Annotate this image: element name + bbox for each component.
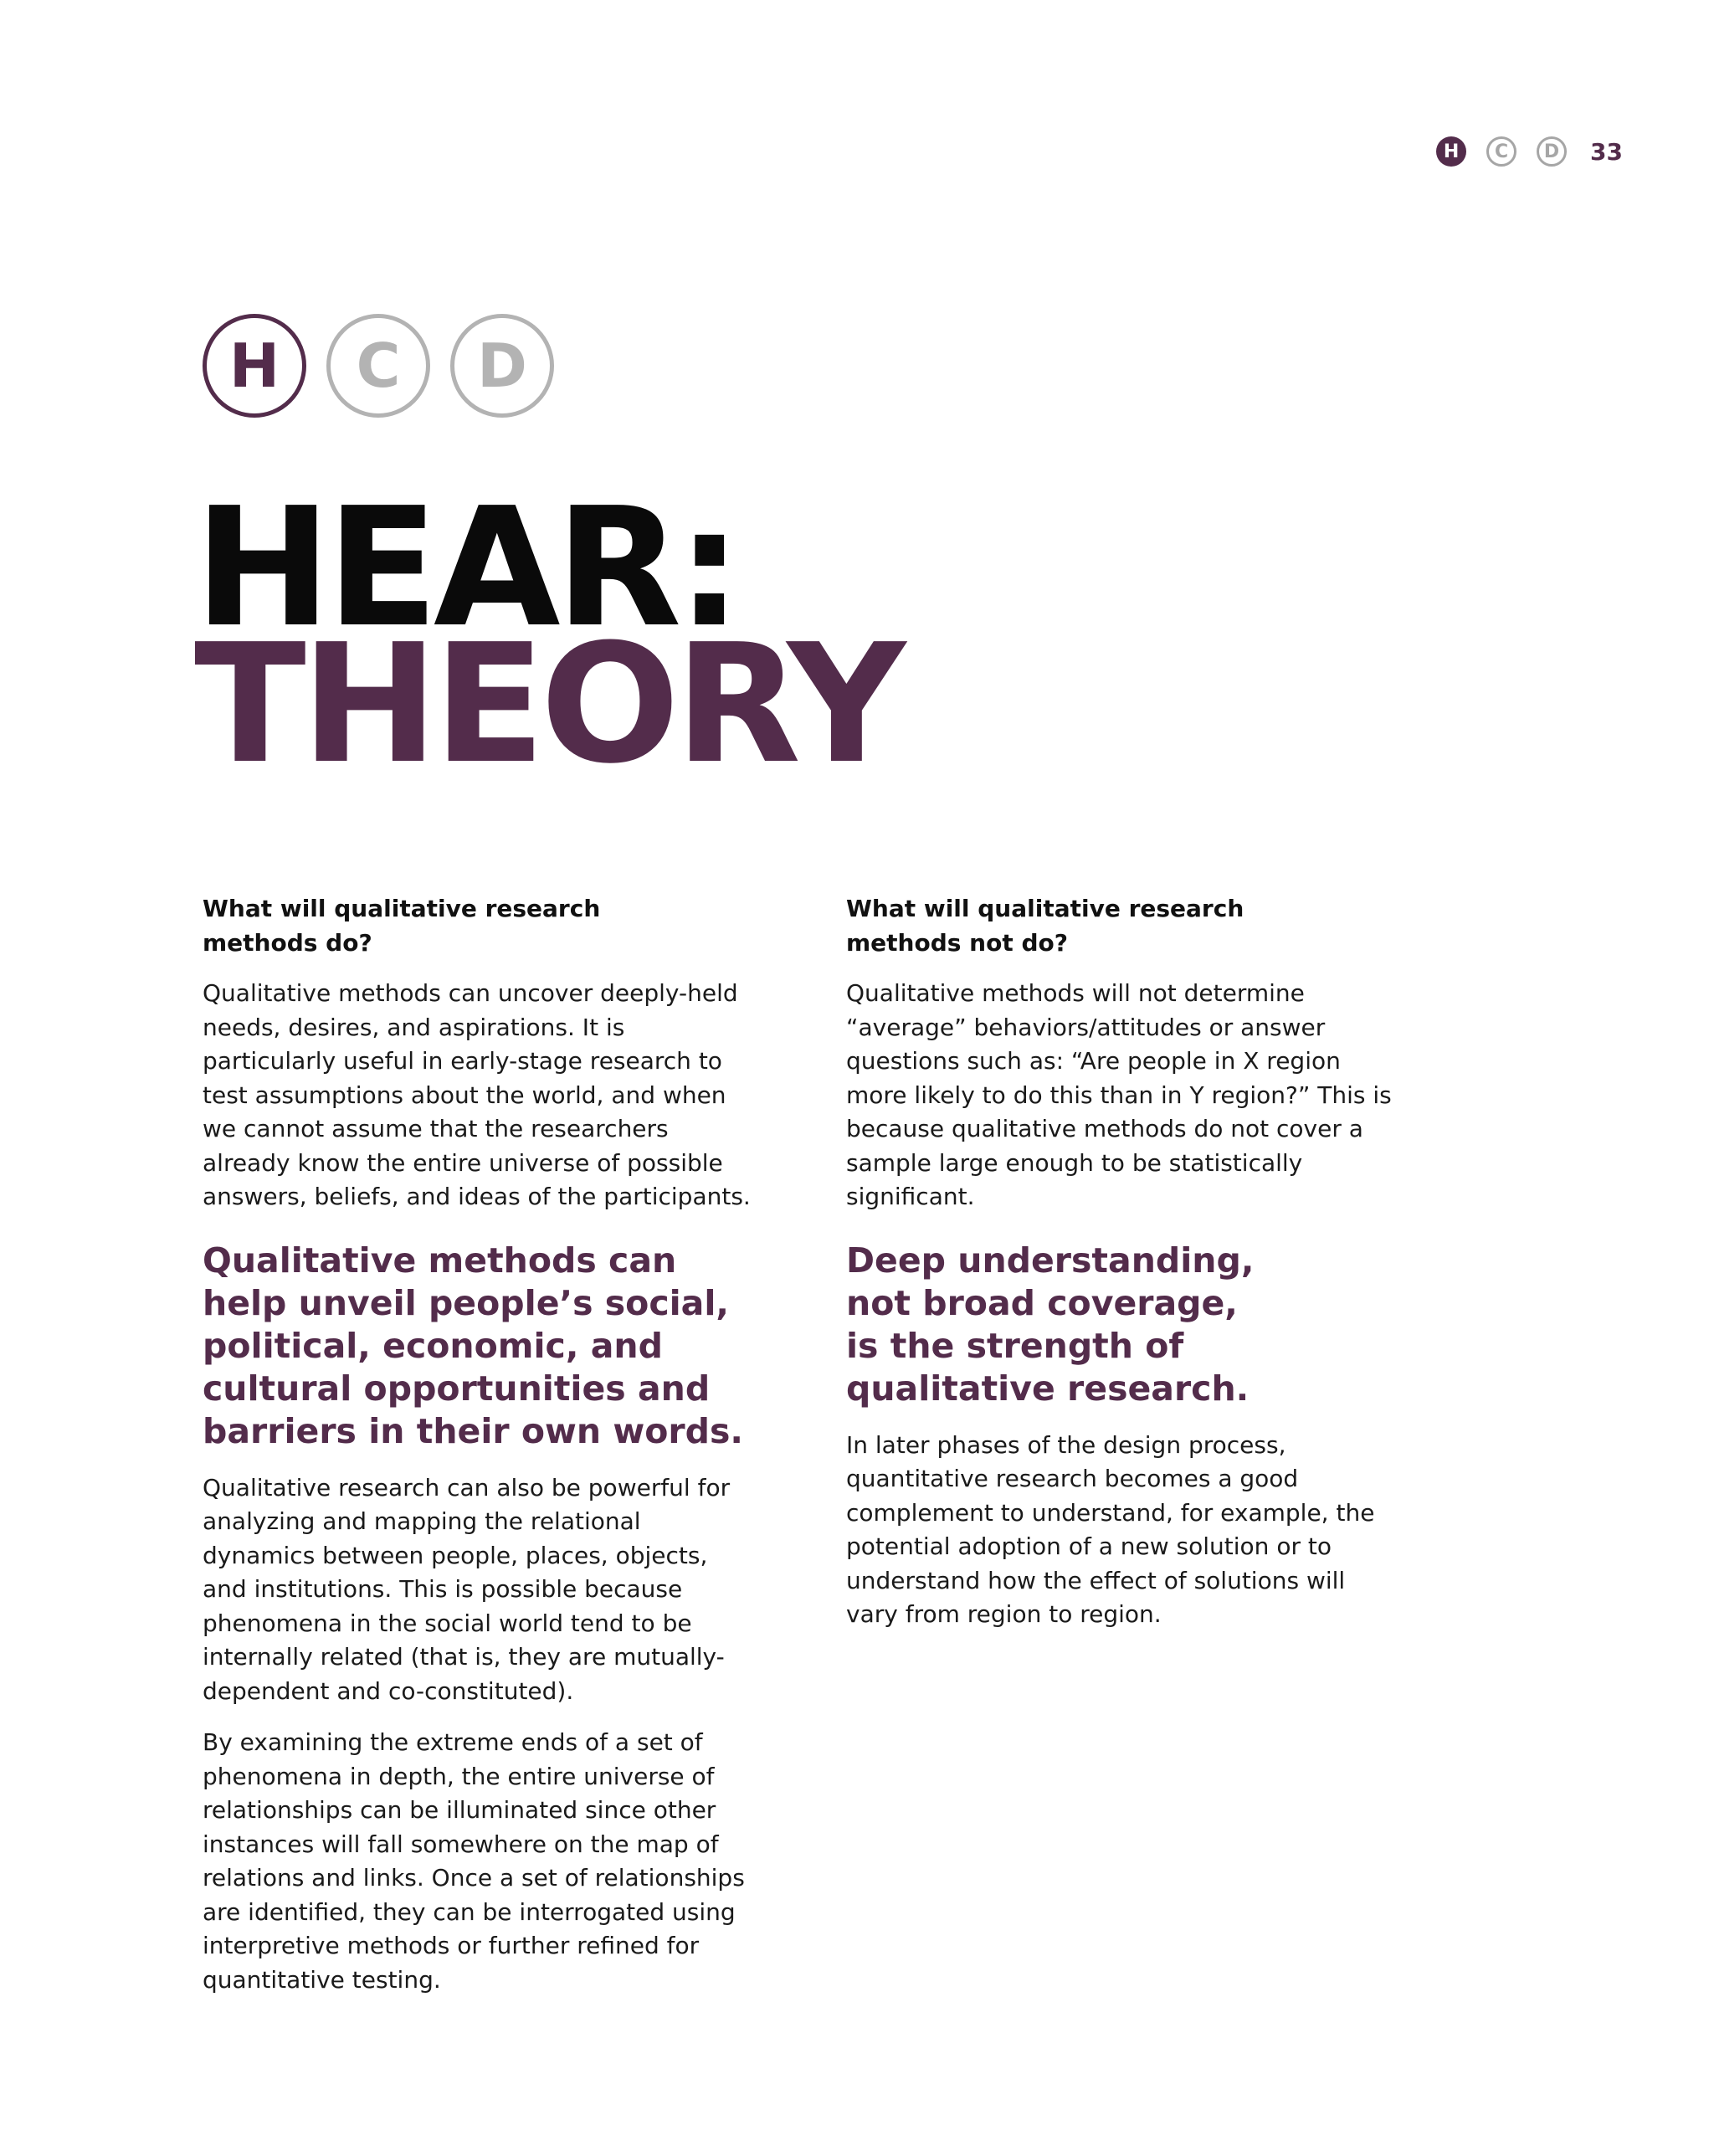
right-paragraph-1: Qualitative methods will not determine “average” behaviors/attitudes or answer questions such as: “Are people in X region more likely to do this than in Y region?” This is because qualitative methods do not cover a sample large enough to be statistically significant. xyxy=(846,979,1392,1210)
hear-phase-badge: H xyxy=(1436,136,1466,167)
right-quote-line3: is the strength of xyxy=(846,1325,1184,1366)
hear-logo-circle: H xyxy=(203,314,306,418)
left-pull-quote: Qualitative methods can help unveil people’s social, political, economic, and cultural opportunities and barriers in their own words. xyxy=(203,1240,743,1451)
right-heading-line2: methods not do? xyxy=(846,929,1069,957)
create-phase-badge: C xyxy=(1486,136,1516,167)
title-line-hear: HEAR: xyxy=(194,473,737,664)
deliver-phase-badge: D xyxy=(1537,136,1567,167)
right-paragraph-2: In later phases of the design process, quantitative research becomes a good complement to understand, for example, the potential adoption of a new solution or to understand how the effect of solutions will vary from region to region. xyxy=(846,1430,1375,1628)
left-column-heading xyxy=(203,891,755,960)
left-paragraph-1: Qualitative methods can uncover deeply-held needs, desires, and aspirations. It is particularly useful in early-stage research to test assumptions about the world, and when we cannot assume that the researchers already know the entire universe of possible answers, beliefs, and ideas of the participants. xyxy=(203,979,751,1210)
right-pull-quote xyxy=(846,1240,1398,1410)
page-header xyxy=(1436,136,1623,167)
right-column-heading xyxy=(846,891,1398,960)
left-heading-line2: methods do? xyxy=(203,929,372,957)
hcd-logo xyxy=(203,314,574,418)
page-number: 33 xyxy=(1590,137,1623,166)
right-quote-line4: qualitative research. xyxy=(846,1368,1250,1409)
create-logo-circle: C xyxy=(326,314,430,418)
deliver-logo-circle: D xyxy=(450,314,554,418)
page-title xyxy=(194,473,901,800)
right-heading-line1: What will qualitative research xyxy=(846,895,1244,922)
left-paragraph-2: Qualitative research can also be powerful for analyzing and mapping the relational dynamics between people, places, objects, and institutions. This is possible because phenomena in the social world tend to be internally related (that is, they are mutually-dependent and co-constituted). xyxy=(203,1473,731,1705)
left-heading-line1: What will qualitative research xyxy=(203,895,601,922)
right-quote-line1: Deep understanding, xyxy=(846,1240,1255,1281)
left-paragraph-3: By examining the extreme ends of a set of phenomena in depth, the entire universe of relationships can be illuminated since other instances will fall somewhere on the map of relations and links. Once a set of relationships are identified, they can be interrogated using interpretive methods or further refined for quantitative testing. xyxy=(203,1728,745,1994)
right-column xyxy=(846,891,1398,1632)
right-quote-line2: not broad coverage, xyxy=(846,1282,1238,1323)
title-line-theory: THEORY xyxy=(194,609,901,800)
left-column xyxy=(203,891,755,1997)
